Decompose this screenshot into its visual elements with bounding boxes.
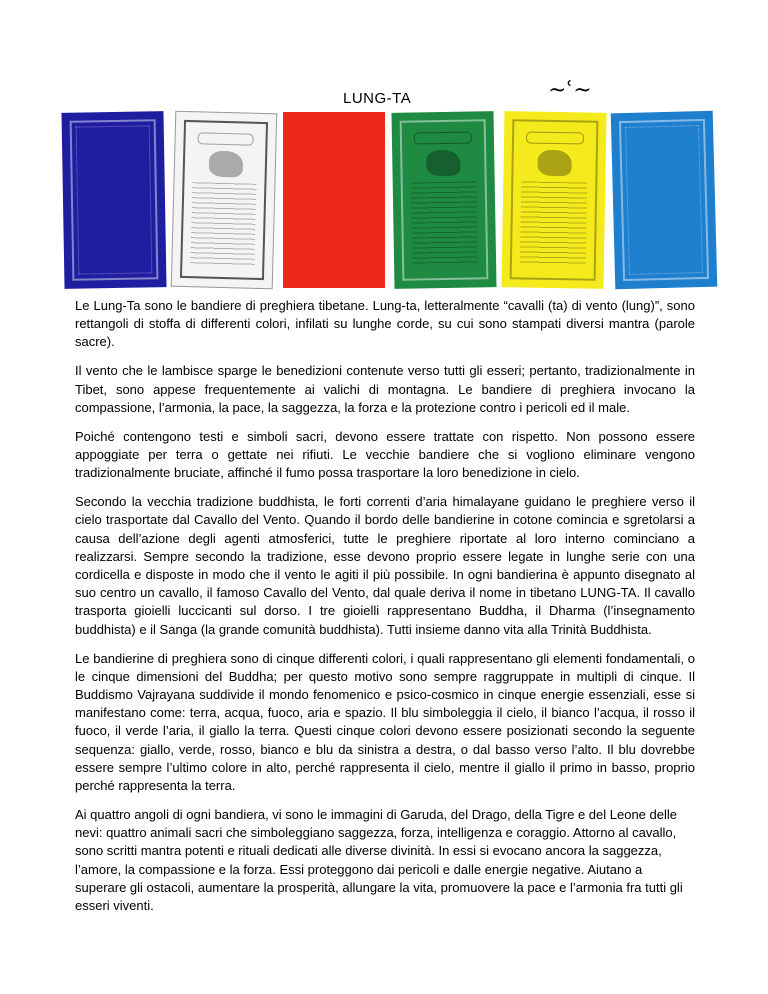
prayer-flag-red bbox=[283, 112, 385, 288]
prayer-flag-green bbox=[391, 111, 496, 289]
paragraph: Ai quattro angoli di ogni bandiera, vi sono le immagini di Garuda, del Drago, della Tigre e del Leone delle nevi: quattro animali sacri che simboleggiano saggezza, forza, intelligenza e coraggio. Attorno al cavallo, sono scritti mantra potenti e rituali dedicati alle diverse divinità. In essi si evocano ancora la saggezza, l’amore, la compassione e la forza. Essi proteggono dai pericoli e dalle energie negative. Aiutano a superare gli ostacoli, aumentare la prosperità, allungare la vita, promuovere la pace e l’armonia fra tutti gli esseri viventi. bbox=[75, 807, 683, 914]
ornament: ~ʿ~ bbox=[548, 78, 592, 103]
paragraph: Il vento che le lambisce sparge le benedizioni contenute verso tutti gli esseri; pertanto, tradizionalmente in Tibet, sono appese frequentemente ai valichi di montagna. Le bandiere di preghiera invocano la compassione, l’armonia, la pace, la saggezza, la forza e la protezione contro i pericoli ed il male. bbox=[75, 363, 695, 415]
page-title: LUNG-TA bbox=[343, 90, 412, 107]
paragraph: Le Lung-Ta sono le bandiere di preghiera tibetane. Lung-ta, letteralmente “cavalli (ta) di vento (lung)”, sono rettangoli di stoffa di differenti colori, infilati su lunghe corde, su cui sono stampati diversi mantra (parole sacre). bbox=[75, 298, 695, 350]
article-body bbox=[75, 297, 695, 926]
prayer-flag-yellow bbox=[501, 111, 606, 289]
paragraph: Le bandierine di preghiera sono di cinque differenti colori, i quali rappresentano gli elementi fondamentali, o le cinque dimensioni del Buddha; per questo motivo sono sempre raggruppate in multipli di cinque. Il Buddismo Vajrayana suddivide il mondo fenomenico e psico-cosmico in cinque energie essenziali, esse si manifestano come: terra, acqua, fuoco, aria e spazio. Il blu simboleggia il cielo, il bianco l’acqua, il rosso il fuoco, il verde l’aria, il giallo la terra. Questi cinque colori devono essere posizionati secondo la seguente sequenza: giallo, verde, rosso, bianco e blu da sinistra a destra, o dal basso verso l’alto. Il blu dovrebbe essere sempre l’ultimo colore in alto, perché rappresenta il cielo, mentre il giallo il primo in basso, proprio perché rappresenta la terra. bbox=[75, 650, 695, 794]
prayer-flag-white bbox=[171, 111, 278, 290]
prayer-flags-image bbox=[63, 112, 718, 292]
paragraph: Poiché contengono testi e simboli sacri, devono essere trattate con rispetto. Non possono essere appoggiate per terra o gettate nei rifiuti. Le vecchie bandiere che si vogliono eliminare vengono tradizionalmente bruciate, affinché il fumo possa trasportare la loro benedizione in cielo. bbox=[75, 428, 695, 481]
prayer-flag-light-blue bbox=[611, 111, 718, 290]
prayer-flag-blue bbox=[61, 111, 166, 289]
paragraph: Secondo la vecchia tradizione buddhista, le forti correnti d’aria himalayane guidano le preghiere verso il cielo trasportate dal Cavallo del Vento. Quando il bordo delle bandierine in cotone comincia e sgretolarsi a causa dell’azione degli agenti atmosferici, tutte le preghiere riportate al loro interno cominciano a realizzarsi. Sempre secondo la tradizione, esse devono proprio essere legate in lunghe serie con una cordicella e disposte in modo che il vento le agiti il più possibile. In ogni bandierina è appunto disegnato al suo centro un cavallo, il famoso Cavallo del Vento, dal quale deriva il nome in tibetano LUNG-TA. Il cavallo trasporta gioielli luccicanti sul dorso. I tre gioielli rappresentano Buddha, il Dharma (l’insegnamento buddhista) e il Sanga (la grande comunità buddhista). Tutti insieme danno vita alla Trinità Buddhista. bbox=[75, 494, 695, 637]
